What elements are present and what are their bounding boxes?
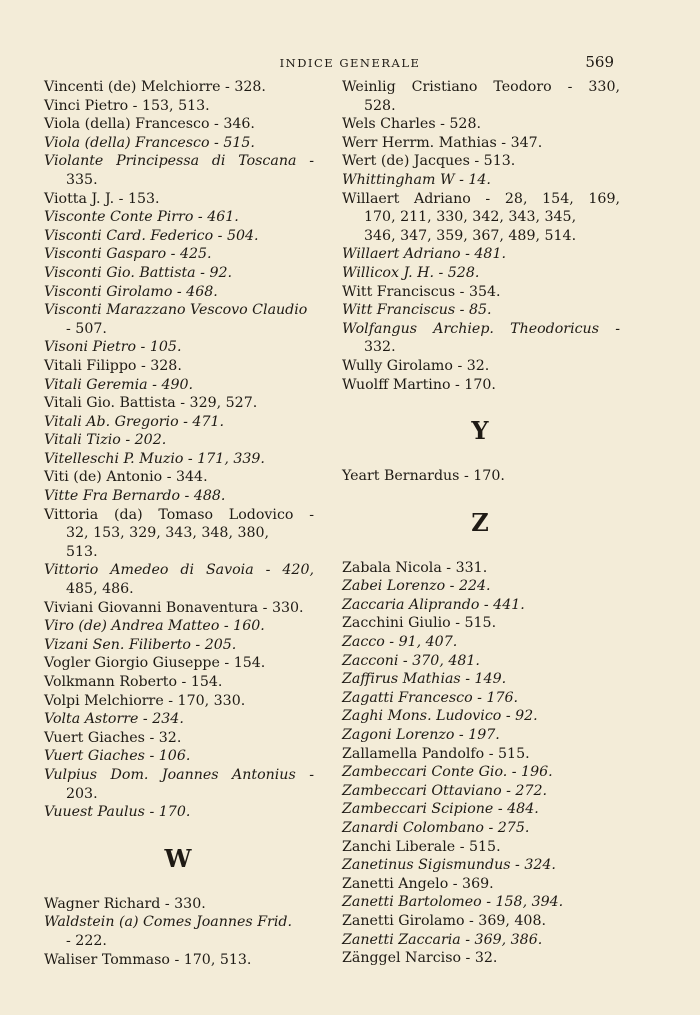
index-entry: Vitali Tizio - 202.: [44, 432, 167, 449]
index-entry: Visconte Conte Pirro - 461.: [44, 209, 239, 226]
right-column: [342, 78, 620, 968]
index-entry: Viviani Giovanni Bonaventura - 330.: [44, 599, 304, 616]
index-entry: Witt Franciscus - 85.: [342, 302, 492, 319]
index-entry: Visconti Card. Federico - 504.: [44, 227, 259, 244]
section-letter-z: Z: [471, 507, 491, 537]
index-entry: Wert (de) Jacques - 513.: [342, 153, 516, 170]
index-entry: Vuert Giaches - 32.: [44, 729, 182, 746]
index-entry: Vogler Giorgio Giuseppe - 154.: [44, 655, 266, 672]
index-entry-continuation: 32, 153, 329, 343, 348, 380,: [66, 525, 270, 542]
index-entry: Wolfangus Archiep. Theodoricus -: [342, 320, 620, 337]
index-entry: Willicox J. H. - 528.: [342, 264, 480, 281]
index-entry: Zanetti Girolamo - 369, 408.: [342, 912, 546, 929]
index-entry: Zabei Lorenzo - 224.: [342, 578, 491, 595]
index-entry: Vitali Filippo - 328.: [44, 357, 182, 374]
index-entry-continuation: 485, 486.: [66, 581, 134, 598]
index-entry: Zanetti Zaccaria - 369, 386.: [342, 931, 543, 948]
index-entry: Volta Astorre - 234.: [44, 711, 184, 728]
index-entry: Zambeccari Ottaviano - 272.: [342, 782, 548, 799]
index-entry: Visconti Gasparo - 425.: [44, 246, 212, 263]
index-entry: Zabala Nicola - 331.: [342, 559, 488, 576]
index-entry: Wagner Richard - 330.: [44, 895, 206, 912]
index-entry: Wels Charles - 528.: [342, 116, 481, 133]
index-entry: Willaert Adriano - 28, 154, 169,: [342, 190, 620, 207]
index-entry: Zanetti Angelo - 369.: [342, 875, 494, 892]
index-entry: Whittingham W - 14.: [342, 171, 491, 188]
index-entry: Zanardi Colombano - 275.: [342, 820, 530, 836]
index-entry: Viro (de) Andrea Matteo - 160.: [44, 618, 265, 635]
index-entry: Volkmann Roberto - 154.: [44, 674, 223, 690]
index-entry: Vincenti (de) Melchiorre - 328.: [44, 79, 266, 95]
index-entry-continuation: 203.: [66, 785, 98, 802]
index-entry: Zallamella Pandolfo - 515.: [342, 745, 530, 762]
index-entry: Weinlig Cristiano Teodoro - 330,: [342, 79, 620, 95]
index-entry: Waldstein (a) Comes Joannes Frid.: [44, 914, 292, 931]
index-entry: Zaghi Mons. Ludovico - 92.: [342, 708, 538, 725]
index-entry-continuation: 513.: [66, 543, 98, 560]
index-entry: Waliser Tommaso - 170, 513.: [44, 951, 252, 968]
index-entry: Zaffirus Mathias - 149.: [342, 671, 507, 688]
index-entry: Vizani Sen. Filiberto - 205.: [44, 636, 237, 653]
index-entry: Vulpius Dom. Joannes Antonius -: [44, 766, 314, 783]
index-entry: Visconti Girolamo - 468.: [44, 283, 218, 300]
index-entry: Volpi Melchiorre - 170, 330.: [44, 692, 246, 709]
index-entry: Vittoria (da) Tomaso Lodovico -: [44, 506, 314, 523]
index-entry: Viola (della) Francesco - 515.: [44, 134, 255, 151]
index-entry-continuation: 332.: [364, 339, 396, 356]
index-entry: Visconti Gio. Battista - 92.: [44, 264, 233, 281]
index-entry: Zanchi Liberale - 515.: [342, 838, 501, 855]
index-entry-continuation: 528.: [364, 97, 396, 114]
index-entry: Zanetinus Sigismundus - 324.: [342, 857, 556, 874]
index-entry-continuation: 335.: [66, 171, 98, 188]
index-entry: Zambeccari Conte Gio. - 196.: [342, 764, 553, 781]
index-entry: Zambeccari Scipione - 484.: [342, 801, 539, 818]
index-entry: Vitte Fra Bernardo - 488.: [44, 488, 226, 505]
index-entry: Vuuest Paulus - 170.: [44, 804, 191, 821]
index-entry: Vitali Ab. Gregorio - 471.: [44, 413, 225, 430]
index-entry: Violante Principessa di Toscana -: [44, 153, 314, 170]
index-entry: Visoni Pietro - 105.: [44, 339, 182, 356]
index-entry: Visconti Marazzano Vescovo Claudio: [44, 302, 308, 319]
index-entry: Yeart Bernardus - 170.: [342, 468, 505, 485]
index-entry: Zaccaria Aliprando - 441.: [342, 596, 525, 613]
index-entry: Vuert Giaches - 106.: [44, 748, 191, 765]
index-entry-continuation: - 507.: [66, 320, 107, 337]
index-entry: Zanetti Bartolomeo - 158, 394.: [342, 894, 564, 911]
index-entry: Zagoni Lorenzo - 197.: [342, 727, 500, 744]
index-entry: Vitali Geremia - 490.: [44, 376, 194, 393]
index-entry-continuation: 346, 347, 359, 367, 489, 514.: [364, 227, 577, 244]
index-entry: Vitali Gio. Battista - 329, 527.: [44, 395, 258, 412]
index-entry: Wully Girolamo - 32.: [342, 357, 490, 374]
index-entry: Vitelleschi P. Muzio - 171, 339.: [44, 450, 265, 467]
index-entry: Werr Herrm. Mathias - 347.: [342, 134, 543, 151]
index-entry: Zänggel Narciso - 32.: [342, 950, 498, 967]
index-entry: Zacconi - 370, 481.: [342, 652, 480, 669]
running-header: INDICE GENERALE: [279, 56, 421, 70]
section-letter-y: Y: [471, 416, 491, 446]
page-number: 569: [585, 53, 614, 71]
index-entry: Vinci Pietro - 153, 513.: [44, 97, 210, 114]
index-entry: Viotta J. J. - 153.: [44, 190, 160, 207]
index-entry: Zagatti Francesco - 176.: [342, 689, 519, 706]
section-letter-w: W: [164, 843, 194, 873]
index-entry: Witt Franciscus - 354.: [342, 283, 501, 300]
index-entry: Viola (della) Francesco - 346.: [44, 116, 255, 133]
index-entry: Zacchini Giulio - 515.: [342, 615, 497, 632]
left-column: [44, 78, 314, 969]
index-entry: Zacco - 91, 407.: [342, 634, 458, 651]
index-entry: Vittorio Amedeo di Savoia - 420,: [44, 562, 314, 579]
index-entry: Wuolff Martino - 170.: [342, 376, 496, 393]
index-entry-continuation: 170, 211, 330, 342, 343, 345,: [364, 209, 577, 226]
index-entry: Willaert Adriano - 481.: [342, 246, 506, 263]
index-entry-continuation: - 222.: [66, 932, 107, 949]
index-entry: Viti (de) Antonio - 344.: [44, 469, 208, 486]
